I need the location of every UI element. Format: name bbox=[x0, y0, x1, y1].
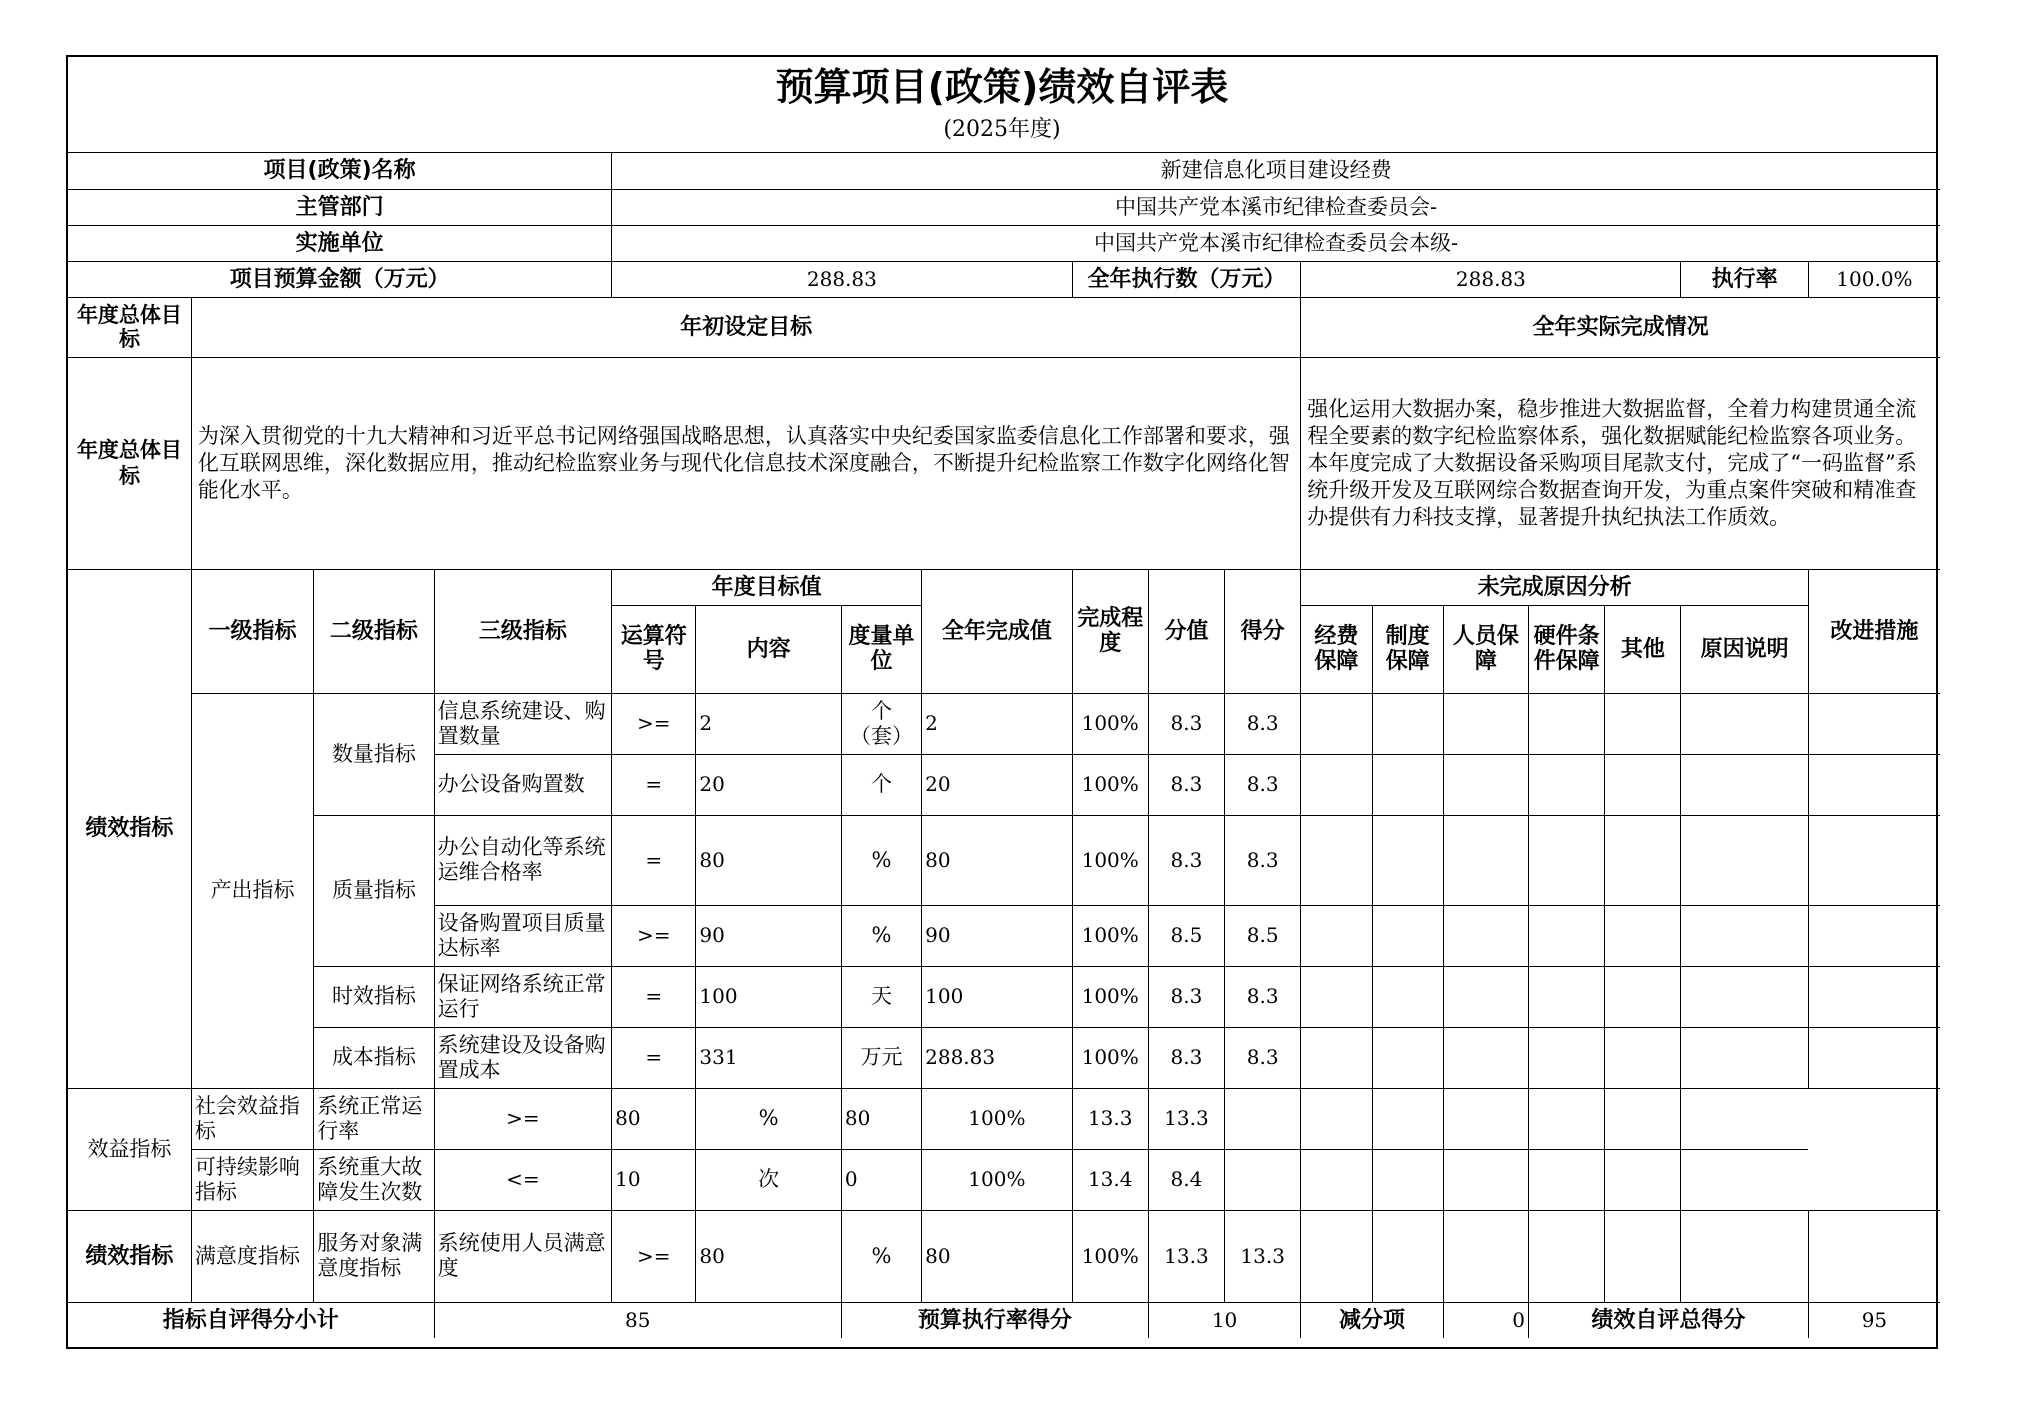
deduct-value: 0 bbox=[1443, 1302, 1528, 1338]
deduct-label: 减分项 bbox=[1301, 1302, 1443, 1338]
satisfaction-indicator-cell: 满意度指标 bbox=[191, 1210, 313, 1302]
dept-value: 中国共产党本溪市纪律检查委员会- bbox=[612, 189, 1940, 225]
staff-cell bbox=[1372, 1088, 1443, 1149]
got-cell: 13.3 bbox=[1225, 1210, 1301, 1302]
unit-cell: 个 bbox=[841, 754, 921, 815]
funds-header: 经费保障 bbox=[1301, 605, 1372, 693]
op-cell: >= bbox=[612, 1210, 696, 1302]
budget-label: 项目预算金额（万元） bbox=[68, 261, 612, 297]
system-cell bbox=[1301, 1149, 1372, 1210]
goals-text-row bbox=[68, 357, 1940, 569]
goals-header-row bbox=[68, 297, 1940, 357]
social-indicator-cell: 社会效益指标 bbox=[191, 1088, 313, 1149]
funds-cell bbox=[1301, 1210, 1372, 1302]
explain-cell bbox=[1681, 905, 1808, 966]
degree-cell: 100% bbox=[1072, 1027, 1148, 1088]
unit-cell: % bbox=[841, 1210, 921, 1302]
staff-cell bbox=[1443, 693, 1528, 754]
unit-cell: 天 bbox=[841, 966, 921, 1027]
actual-cell: 20 bbox=[922, 754, 1072, 815]
other-cell bbox=[1605, 815, 1681, 905]
project-name-label: 项目(政策)名称 bbox=[68, 153, 612, 189]
explain-header: 原因说明 bbox=[1681, 605, 1808, 693]
footer-row bbox=[68, 1302, 1940, 1338]
op-cell: <= bbox=[434, 1149, 612, 1210]
funds-cell bbox=[1301, 754, 1372, 815]
budget-value: 288.83 bbox=[612, 261, 1072, 297]
explain-cell bbox=[1681, 754, 1808, 815]
staff-cell bbox=[1443, 815, 1528, 905]
service-indicator-cell: 服务对象满意度指标 bbox=[314, 1210, 434, 1302]
got-cell: 8.3 bbox=[1225, 815, 1301, 905]
improve-header: 改进措施 bbox=[1808, 569, 1940, 693]
perf-indicator-label-2: 绩效指标 bbox=[68, 1210, 191, 1302]
hardware-cell bbox=[1529, 1210, 1605, 1302]
table-row bbox=[68, 966, 1940, 1027]
content-cell: 80 bbox=[696, 1210, 841, 1302]
funds-cell bbox=[1301, 905, 1372, 966]
explain-cell bbox=[1681, 1210, 1808, 1302]
initial-goal-text: 为深入贯彻党的十九大精神和习近平总书记网络强国战略思想，认真落实中央纪委国家监委信息化工作部署和要求，强化互联网思维，深化数据应用，推动纪检监察业务与现代化信息技术深度融合，不断提升纪检监察工作数字化网络化智能化水平。 bbox=[191, 357, 1300, 569]
improve-cell bbox=[1808, 905, 1940, 966]
explain-cell bbox=[1681, 693, 1808, 754]
dept-label: 主管部门 bbox=[68, 189, 612, 225]
actual-cell: 288.83 bbox=[922, 1027, 1072, 1088]
degree-header: 完成程度 bbox=[1072, 569, 1148, 693]
system-cell bbox=[1372, 1210, 1443, 1302]
got-cell: 8.4 bbox=[1148, 1149, 1224, 1210]
degree-cell: 100% bbox=[1072, 966, 1148, 1027]
unit-cell: % bbox=[841, 815, 921, 905]
hardware-cell bbox=[1529, 693, 1605, 754]
score-cell: 13.3 bbox=[1148, 1210, 1224, 1302]
info-row-name bbox=[68, 153, 1940, 189]
hardware-cell bbox=[1443, 1149, 1528, 1210]
improve-cell bbox=[1808, 966, 1940, 1027]
explain-cell bbox=[1605, 1149, 1681, 1210]
actual-cell: 80 bbox=[841, 1088, 921, 1149]
hardware-cell bbox=[1529, 1027, 1605, 1088]
staff-cell bbox=[1443, 1027, 1528, 1088]
indicator-name: 系统正常运行率 bbox=[314, 1088, 434, 1149]
perf-indicator-label: 绩效指标 bbox=[68, 569, 191, 1088]
level1-header: 一级指标 bbox=[191, 569, 313, 693]
op-cell: = bbox=[612, 1027, 696, 1088]
degree-cell: 100% bbox=[1072, 905, 1148, 966]
explain-cell bbox=[1681, 966, 1808, 1027]
budget-score-label: 预算执行率得分 bbox=[841, 1302, 1148, 1338]
staff-cell bbox=[1372, 1149, 1443, 1210]
evaluation-table bbox=[68, 153, 1940, 1338]
system-cell bbox=[1372, 693, 1443, 754]
actual-cell: 2 bbox=[922, 693, 1072, 754]
score-cell: 8.5 bbox=[1148, 905, 1224, 966]
got-cell: 8.3 bbox=[1225, 966, 1301, 1027]
quality-indicator-cell: 质量指标 bbox=[314, 815, 434, 966]
initial-goal-header: 年初设定目标 bbox=[191, 297, 1300, 357]
score-cell: 8.3 bbox=[1148, 693, 1224, 754]
funds-cell bbox=[1225, 1088, 1301, 1149]
info-row-budget bbox=[68, 261, 1940, 297]
degree-cell: 100% bbox=[1072, 1210, 1148, 1302]
level2-header: 二级指标 bbox=[314, 569, 434, 693]
goals-row-label: 年度总体目标 bbox=[68, 357, 191, 569]
other-cell bbox=[1529, 1088, 1605, 1149]
explain-cell bbox=[1681, 815, 1808, 905]
cost-indicator-cell: 成本指标 bbox=[314, 1027, 434, 1088]
explain-cell bbox=[1605, 1088, 1681, 1149]
indicator-name: 保证网络系统正常运行 bbox=[434, 966, 612, 1027]
got-cell: 8.3 bbox=[1225, 1027, 1301, 1088]
exec-label: 全年执行数（万元） bbox=[1072, 261, 1301, 297]
content-cell: 90 bbox=[696, 905, 841, 966]
table-row bbox=[68, 693, 1940, 754]
title-block bbox=[68, 57, 1936, 153]
unit-label: 实施单位 bbox=[68, 225, 612, 261]
op-header: 运算符号 bbox=[612, 605, 696, 693]
actual-cell: 90 bbox=[922, 905, 1072, 966]
other-cell bbox=[1605, 905, 1681, 966]
actual-value-header: 全年完成值 bbox=[922, 569, 1072, 693]
year-subtitle: (2025年度) bbox=[943, 117, 1061, 142]
exec-value: 288.83 bbox=[1301, 261, 1681, 297]
hardware-cell bbox=[1529, 966, 1605, 1027]
score-cell: 8.3 bbox=[1148, 754, 1224, 815]
degree-cell: 100% bbox=[922, 1088, 1072, 1149]
info-row-dept bbox=[68, 189, 1940, 225]
degree-cell: 100% bbox=[922, 1149, 1072, 1210]
goals-header-label: 年度总体目标 bbox=[68, 297, 191, 357]
unit-cell: % bbox=[696, 1088, 841, 1149]
score-cell: 8.3 bbox=[1148, 966, 1224, 1027]
improve-cell bbox=[1808, 693, 1940, 754]
content-cell: 2 bbox=[696, 693, 841, 754]
unit-cell: 次 bbox=[696, 1149, 841, 1210]
actual-cell: 80 bbox=[922, 1210, 1072, 1302]
explain-cell bbox=[1681, 1027, 1808, 1088]
staff-cell bbox=[1443, 1210, 1528, 1302]
system-cell bbox=[1301, 1088, 1372, 1149]
score-cell: 13.4 bbox=[1072, 1149, 1148, 1210]
system-cell bbox=[1372, 905, 1443, 966]
output-indicator-cell: 产出指标 bbox=[191, 693, 313, 1088]
score-cell: 13.3 bbox=[1072, 1088, 1148, 1149]
hardware-cell bbox=[1529, 754, 1605, 815]
hardware-cell bbox=[1443, 1088, 1528, 1149]
other-cell bbox=[1605, 1210, 1681, 1302]
indicator-name: 系统使用人员满意度 bbox=[434, 1210, 612, 1302]
other-cell bbox=[1605, 966, 1681, 1027]
actual-goal-text: 强化运用大数据办案，稳步推进大数据监督，全着力构建贯通全流程全要素的数字纪检监察体系，强化数据赋能纪检监察各项业务。本年度完成了大数据设备采购项目尾款支付，完成了“一码监督”系统升级开发及互联网综合数据查询开发，为重点案件突破和精准查办提供有力科技支撑，显著提升执纪执法工作质效。 bbox=[1301, 357, 1940, 569]
got-header: 得分 bbox=[1225, 569, 1301, 693]
op-cell: = bbox=[612, 966, 696, 1027]
other-header: 其他 bbox=[1605, 605, 1681, 693]
op-cell: >= bbox=[434, 1088, 612, 1149]
content-cell: 331 bbox=[696, 1027, 841, 1088]
score-cell: 8.3 bbox=[1148, 815, 1224, 905]
indicator-name: 系统建设及设备购置成本 bbox=[434, 1027, 612, 1088]
content-cell: 80 bbox=[612, 1088, 696, 1149]
got-cell: 8.3 bbox=[1225, 754, 1301, 815]
unit-cell: 个（套） bbox=[841, 693, 921, 754]
other-cell bbox=[1605, 1027, 1681, 1088]
indicator-name: 办公自动化等系统运维合格率 bbox=[434, 815, 612, 905]
unit-header: 度量单位 bbox=[841, 605, 921, 693]
improve-cell bbox=[1808, 1027, 1940, 1088]
other-cell bbox=[1605, 754, 1681, 815]
improve-cell bbox=[1808, 815, 1940, 905]
unit-value: 中国共产党本溪市纪律检查委员会本级- bbox=[612, 225, 1940, 261]
system-cell bbox=[1372, 966, 1443, 1027]
degree-cell: 100% bbox=[1072, 693, 1148, 754]
table-row bbox=[68, 1027, 1940, 1088]
system-header: 制度保障 bbox=[1372, 605, 1443, 693]
improve-cell bbox=[1808, 1210, 1940, 1302]
other-cell bbox=[1605, 693, 1681, 754]
actual-cell: 100 bbox=[922, 966, 1072, 1027]
actual-cell: 80 bbox=[922, 815, 1072, 905]
got-cell: 8.3 bbox=[1225, 693, 1301, 754]
staff-cell bbox=[1443, 966, 1528, 1027]
improve-cell bbox=[1681, 1149, 1808, 1210]
system-cell bbox=[1372, 1027, 1443, 1088]
info-row-unit bbox=[68, 225, 1940, 261]
budget-score-value: 10 bbox=[1148, 1302, 1300, 1338]
total-label: 绩效自评总得分 bbox=[1529, 1302, 1809, 1338]
indicator-name: 系统重大故障发生次数 bbox=[314, 1149, 434, 1210]
op-cell: = bbox=[612, 815, 696, 905]
content-header: 内容 bbox=[696, 605, 841, 693]
staff-cell bbox=[1443, 905, 1528, 966]
other-cell bbox=[1529, 1149, 1605, 1210]
indicator-name: 设备购置项目质量达标率 bbox=[434, 905, 612, 966]
project-name-value: 新建信息化项目建设经费 bbox=[612, 153, 1940, 189]
indicator-name: 信息系统建设、购置数量 bbox=[434, 693, 612, 754]
staff-header: 人员保障 bbox=[1443, 605, 1528, 693]
subtotal-value: 85 bbox=[434, 1302, 841, 1338]
improve-cell bbox=[1808, 754, 1940, 815]
improve-cell bbox=[1681, 1088, 1808, 1149]
degree-cell: 100% bbox=[1072, 754, 1148, 815]
got-cell: 13.3 bbox=[1148, 1088, 1224, 1149]
staff-cell bbox=[1443, 754, 1528, 815]
hardware-cell bbox=[1529, 905, 1605, 966]
degree-cell: 100% bbox=[1072, 815, 1148, 905]
benefit-indicator-cell: 效益指标 bbox=[68, 1088, 191, 1210]
got-cell: 8.5 bbox=[1225, 905, 1301, 966]
funds-cell bbox=[1301, 815, 1372, 905]
content-cell: 10 bbox=[612, 1149, 696, 1210]
unit-cell: % bbox=[841, 905, 921, 966]
content-cell: 100 bbox=[696, 966, 841, 1027]
hardware-header: 硬件条件保障 bbox=[1529, 605, 1605, 693]
indicator-name: 办公设备购置数 bbox=[434, 754, 612, 815]
op-cell: >= bbox=[612, 693, 696, 754]
table-row bbox=[68, 1210, 1940, 1302]
reason-header: 未完成原因分析 bbox=[1301, 569, 1809, 605]
score-header: 分值 bbox=[1148, 569, 1224, 693]
op-cell: = bbox=[612, 754, 696, 815]
actual-goal-header: 全年实际完成情况 bbox=[1301, 297, 1940, 357]
target-header: 年度目标值 bbox=[612, 569, 922, 605]
total-value: 95 bbox=[1808, 1302, 1940, 1338]
table-row bbox=[68, 1088, 1940, 1149]
level3-header: 三级指标 bbox=[434, 569, 612, 693]
page-title: 预算项目(政策)绩效自评表 bbox=[775, 65, 1229, 109]
op-cell: >= bbox=[612, 905, 696, 966]
sustain-indicator-cell: 可持续影响指标 bbox=[191, 1149, 313, 1210]
funds-cell bbox=[1301, 966, 1372, 1027]
subtotal-label: 指标自评得分小计 bbox=[68, 1302, 434, 1338]
rate-value: 100.0% bbox=[1808, 261, 1940, 297]
score-cell: 8.3 bbox=[1148, 1027, 1224, 1088]
funds-cell bbox=[1225, 1149, 1301, 1210]
funds-cell bbox=[1301, 693, 1372, 754]
content-cell: 80 bbox=[696, 815, 841, 905]
funds-cell bbox=[1301, 1027, 1372, 1088]
table-row bbox=[68, 1149, 1940, 1210]
unit-cell: 万元 bbox=[841, 1027, 921, 1088]
table-row bbox=[68, 815, 1940, 905]
hardware-cell bbox=[1529, 815, 1605, 905]
system-cell bbox=[1372, 815, 1443, 905]
timeliness-indicator-cell: 时效指标 bbox=[314, 966, 434, 1027]
evaluation-sheet bbox=[66, 55, 1938, 1349]
actual-cell: 0 bbox=[841, 1149, 921, 1210]
content-cell: 20 bbox=[696, 754, 841, 815]
rate-label: 执行率 bbox=[1681, 261, 1808, 297]
indicator-header-row-1 bbox=[68, 569, 1940, 605]
system-cell bbox=[1372, 754, 1443, 815]
quantity-indicator-cell: 数量指标 bbox=[314, 693, 434, 815]
